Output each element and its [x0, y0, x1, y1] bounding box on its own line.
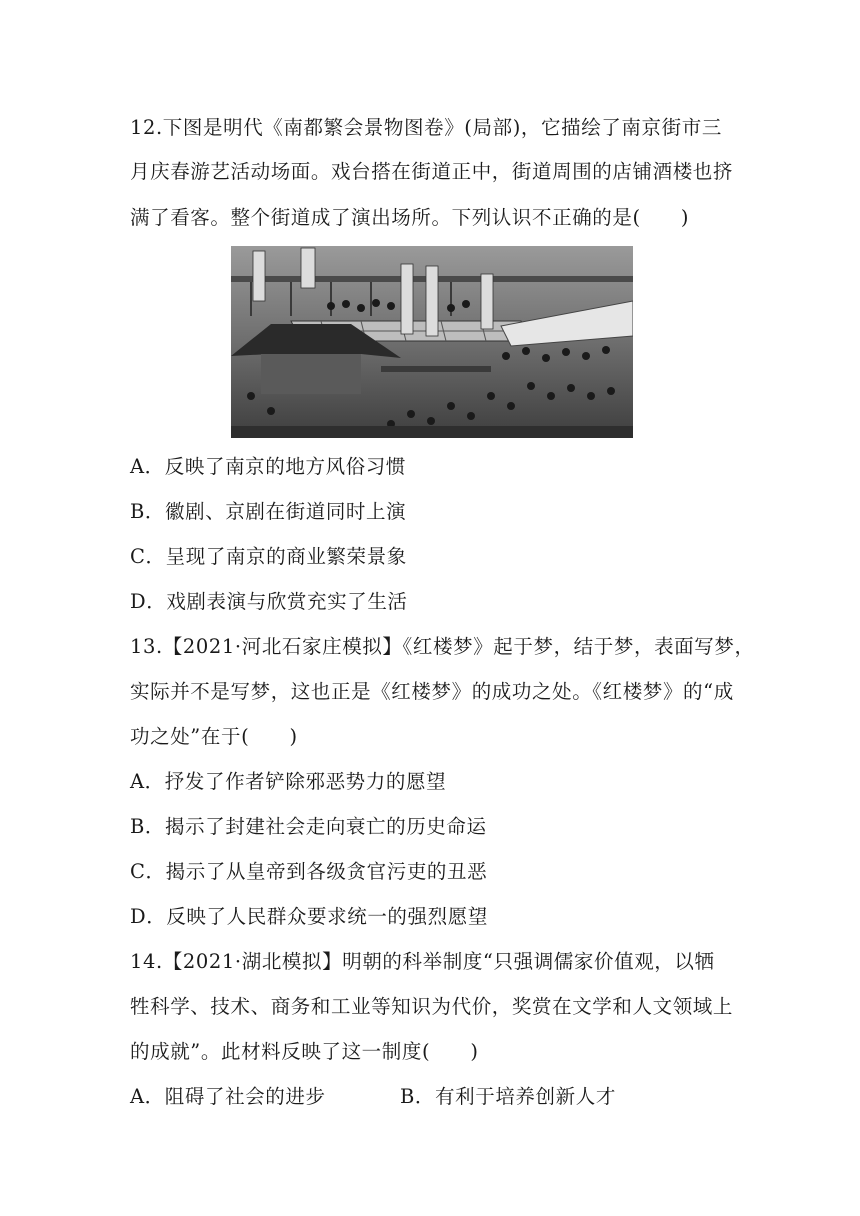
q12-stem-line-2: 月庆春游艺活动场面。戏台搭在街道正中，街道周围的店铺酒楼也挤 [130, 160, 734, 183]
q14-stem-line-1: 14.【2021·湖北模拟】明朝的科举制度“只强调儒家价值观，以牺 [130, 950, 715, 973]
q14-stem-line-2: 牲科学、技术、商务和工业等知识为代价，奖赏在文学和人文领域上 [130, 995, 734, 1018]
q12-option-a: A．反映了南京的地方风俗习惯 [130, 455, 406, 478]
q14-option-b: B．有利于培养创新人才 [400, 1085, 616, 1108]
q13-option-b: B．揭示了封建社会走向衰亡的历史命运 [130, 815, 487, 838]
q12-stem-line-1: 12.下图是明代《南都繁会景物图卷》(局部)，它描绘了南京街市三 [130, 116, 722, 139]
nandu-painting-image [231, 246, 633, 438]
q14-stem-line-3: 的成就”。此材料反映了这一制度( ) [130, 1040, 479, 1063]
q13-option-c: C．揭示了从皇帝到各级贪官污吏的丑恶 [130, 860, 488, 883]
q14-option-a: A．阻碍了社会的进步 [130, 1085, 326, 1108]
q13-option-d: D．反映了人民群众要求统一的强烈愿望 [130, 905, 488, 928]
q13-option-a: A．抒发了作者铲除邪恶势力的愿望 [130, 770, 447, 793]
q13-stem-line-1: 13.【2021·河北石家庄模拟】《红楼梦》起于梦，结于梦，表面写梦， [130, 635, 755, 658]
q13-stem-line-2: 实际并不是写梦，这也正是《红楼梦》的成功之处。《红楼梦》的“成 [130, 680, 734, 703]
q12-stem-line-3: 满了看客。整个街道成了演出场所。下列认识不正确的是( ) [130, 206, 690, 229]
q12-option-b: B．徽剧、京剧在街道同时上演 [130, 500, 407, 523]
q13-stem-line-3: 功之处”在于( ) [130, 725, 298, 748]
q12-option-c: C．呈现了南京的商业繁荣景象 [130, 545, 407, 568]
q12-option-d: D．戏剧表演与欣赏充实了生活 [130, 590, 408, 613]
